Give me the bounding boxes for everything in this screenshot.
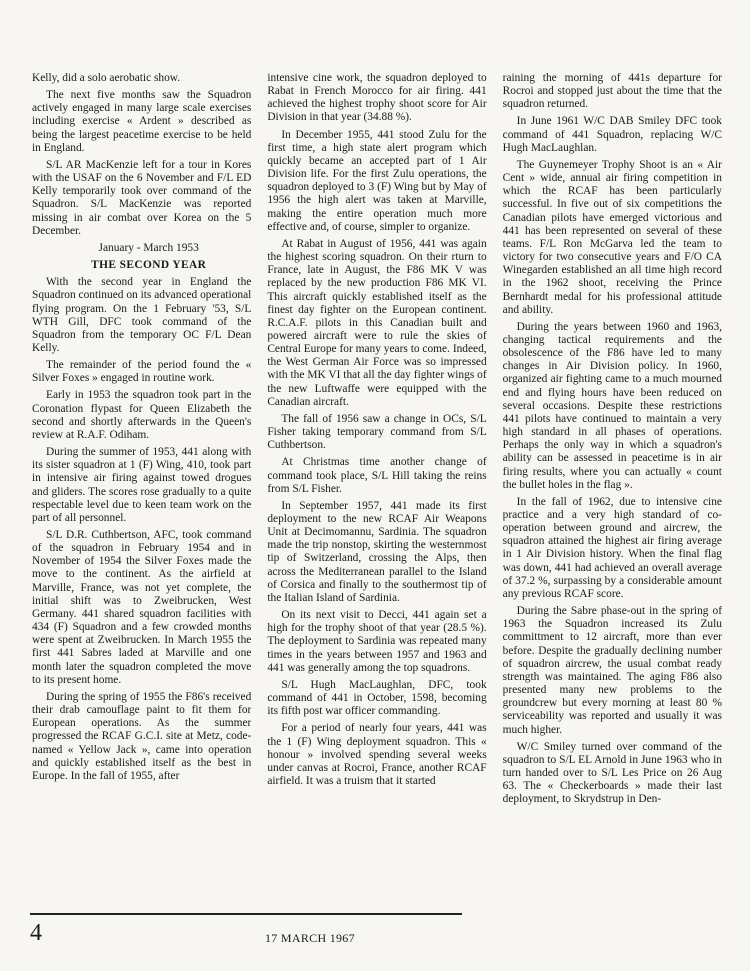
paragraph: During the Sabre phase-out in the spring of 1963 the Squadron increased its Zulu committment to 12 aircraft, more than ever before. Despite the gradually declining number of squadron aircrew, the usual combat ready strength was maintained. The aging F86 also presented many new problems to the groundcrew but every morning at least 80 % serviceability was reported and usually it was much higher. (502, 605, 722, 736)
issue-date: 17 MARCH 1967 (265, 931, 355, 945)
section-title: THE SECOND YEAR (91, 259, 207, 272)
paragraph: The fall of 1956 saw a change in OCs, S/L Fisher taking temporary command from S/L Cuthbertson. (267, 412, 487, 452)
paragraph: In the fall of 1962, due to intensive cine practice and a very high standard of co-operation between ground and aircrew, the squadron attained the highest air firing average in 1 Air Division history. When the final flag was down, 441 had achieved an overall average of 37.2 %, surpassing by a considerable amount any previous RCAF score. (502, 495, 722, 600)
article-columns (32, 72, 722, 907)
paragraph: During the summer of 1953, 441 along with its sister squadron at 1 (F) Wing, 410, took part in intensive air firing against towed drogues and gliders. The scores rose gradually to a quite respectable level due to keen team work on the part of all personnel. (32, 446, 252, 524)
paragraph: Early in 1953 the squadron took part in the Coronation flypast for Queen Elizabeth the second and shortly afterwards in the Queen's review at R.A.F. Odiham. (32, 389, 252, 441)
paragraph: S/L AR MacKenzie left for a tour in Kores with the USAF on the 6 November and F/L ED Kelly temporarily took over command of the Squadron. S/L MacKenzie was reported missing in air combat over Korea on the 5 December. (32, 158, 252, 237)
column-2 (267, 72, 486, 907)
paragraph: intensive cine work, the squadron deployed to Rabat in French Morocco for air firing. 441 achieved the highest trophy shoot score for Air Division in that year (34.88 %). (267, 72, 487, 124)
paragraph: At Rabat in August of 1956, 441 was again the highest scoring squadron. On their rturn to France, late in August, the F86 MK V was replaced by the new production F86 MK VI. This aircraft quickly established itself as the finest day fighter on the European continent. R.C.A.F. pilots in this Canadian built and powered aircraft were to rule the skies of Central Europe for many years to come. Indeed, the West German Air Force was so impressed with the MK VI that all the day fighter wings of the new Luftwaffe were equipped with the Canadian aircraft. (267, 237, 487, 408)
paragraph: Kelly, did a solo aerobatic show. (32, 72, 181, 84)
paragraph: In September 1957, 441 made its first deployment to the new RCAF Air Weapons Unit at Decimomannu, Sardinia. The squadron made the trip nonstop, skirting the westernmost tip of Switzerland, crossing the Alps, then across the Mediterranean parallel to the Island of Corsica and finally to the southermost tip of the Italian Island of Sardinia. (267, 499, 487, 604)
paragraph: The next five months saw the Squadron actively engaged in many large scale exercises including exercise « Ardent » described as being the largest peacetime exercise to be held in England. (32, 89, 252, 154)
paragraph: S/L Hugh MacLaughlan, DFC, took command of 441 in October, 1598, becoming its fifth post war officer commanding. (267, 678, 487, 718)
page-number: 4 (30, 920, 42, 946)
paragraph: W/C Smiley turned over command of the squadron to S/L EL Arnold in June 1963 who in turn handed over to S/L Les Price on 26 Aug 63. The « Checkerboards » made their last deployment, to Skrydstrup in Den- (502, 740, 722, 806)
paragraph: For a period of nearly four years, 441 was the 1 (F) Wing deployment squadron. This « honour » involved spending several weeks under canvas at Rocroi, France, another RCAF airfield. It was a truism that it started (267, 722, 487, 787)
column-3 (503, 72, 722, 907)
footer-rule (30, 913, 462, 915)
section-date: January - March 1953 (98, 241, 199, 254)
paragraph: The Guynemeyer Trophy Shoot is an « Air Cent » wide, annual air firing competition in which the RCAF has been particularly successful. In five out of six competitions the Canadian pilots have emerged victorious and 441 has been represented on several of these teams. F/L Ron McGarva led the team to victory for two consecutive years and F/O CA Winegarden established an all time high record in the 1962 shoot, receiving the Prince Bernhardt medal for his professional attitude and ability. (502, 158, 722, 316)
paragraph: At Christmas time another change of command took place, S/L Hill taking the reins from S/L Fisher. (267, 456, 487, 495)
paragraph: S/L D.R. Cuthbertson, AFC, took command of the squadron in February 1954 and in November of 1954 the Silver Foxes made the move to the continent. As the airfield at Marville, France, was not yet complete, the initial shift was to Zweibrucken, West Germany. 441 shared squadron facilities with 434 (F) Squadron and a few crowded months were spent at Zweibrucken. In March 1955 the first 441 Sabres laded at Marville and one month later the squadron completed the move to its present home. (32, 529, 252, 686)
paragraph: During the spring of 1955 the F86's received their drab camouflage paint to fit them for European operations. As the summer progressed the RCAF G.C.I. site at Metz, code-named « Yellow Jack », came into operation and quickly established itself as the best in Europe. In the fall of 1955, after (32, 690, 252, 782)
paragraph: raining the morning of 441s departure for Rocroi and stopped just about the time that the squadron returned. (502, 72, 722, 111)
paragraph: With the second year in England the Squadron continued on its advanced operational flying program. On the 1 February '53, S/L WTH Gill, DFC took command of the Squadron from the temporary OC F/L Dean Kelly. (32, 276, 252, 354)
paragraph: In June 1961 W/C DAB Smiley DFC took command of 441 Squadron, replacing W/C Hugh MacLaughlan. (502, 115, 722, 154)
paragraph: The remainder of the period found the « Silver Foxes » engaged in routine work. (32, 359, 252, 385)
paragraph: During the years between 1960 and 1963, changing tactical requirements and the obsolescence of the F86 have led to many changes in Air Division policy. In 1960, organized air fighting came to a much mourned end and flying hours have been reduced on several occasions. Despite these restrictions 441 pilots have continued to maintain a very high standard in all phases of operations. Perhaps the only way in which a squadron's ability can be assessed in peacetime is in air firing results, where you can actually « count the bullet holes in the flag ». (502, 320, 722, 491)
paragraph: In December 1955, 441 stood Zulu for the first time, a high state alert program which quickly became an accepted part of 1 Air Division life. For the first Zulu operations, the squadron deployed to 3 (F) Wing but by May of 1956 the high alert was taken at Marville, making the entire operation much more effective and, of course, simpler to organize. (267, 128, 487, 233)
paragraph: On its next visit to Decci, 441 again set a high for the trophy shoot of that year (28.5 %). The deployment to Sardinia was repeated many times in the years between 1957 and 1963 and 441 was generally among the top squadrons. (267, 609, 487, 674)
column-1 (32, 72, 251, 907)
